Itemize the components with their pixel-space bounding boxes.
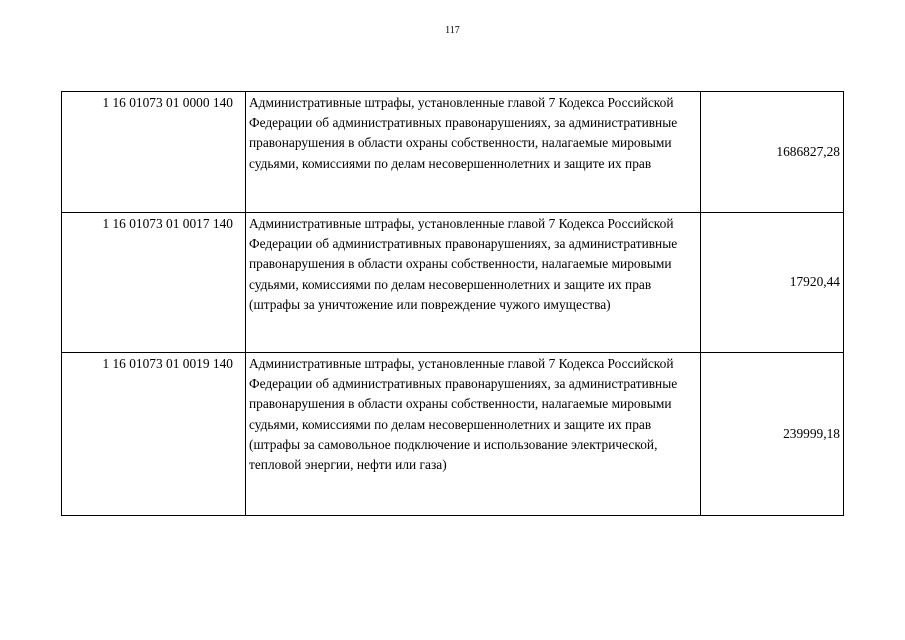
amount-cell: 17920,44 [701, 213, 844, 353]
budget-code-cell: 1 16 01073 01 0019 140 [62, 353, 246, 516]
table-row [62, 213, 844, 353]
table-row [62, 353, 844, 516]
budget-code-cell: 1 16 01073 01 0000 140 [62, 92, 246, 213]
page-number: 117 [445, 25, 460, 36]
budget-revenue-table [61, 91, 844, 516]
description-cell: Административные штрафы, установленные главой 7 Кодекса Российской Федерации об административных правонарушениях, за административные правонарушения в области охраны собственности, налагаемые мировыми судьями, комиссиями по делам несовершеннолетних и защите их прав (штрафы за самовольное подключение и использование электрической, тепловой энергии, нефти или газа) [246, 353, 701, 516]
amount-cell: 1686827,28 [701, 92, 844, 213]
amount-cell: 239999,18 [701, 353, 844, 516]
description-cell: Административные штрафы, установленные главой 7 Кодекса Российской Федерации об административных правонарушениях, за административные правонарушения в области охраны собственности, налагаемые мировыми судьями, комиссиями по делам несовершеннолетних и защите их прав (штрафы за уничтожение или повреждение чужого имущества) [246, 213, 701, 353]
description-cell: Административные штрафы, установленные главой 7 Кодекса Российской Федерации об административных правонарушениях, за административные правонарушения в области охраны собственности, налагаемые мировыми судьями, комиссиями по делам несовершеннолетних и защите их прав [246, 92, 701, 213]
table-row [62, 92, 844, 213]
budget-code-cell: 1 16 01073 01 0017 140 [62, 213, 246, 353]
